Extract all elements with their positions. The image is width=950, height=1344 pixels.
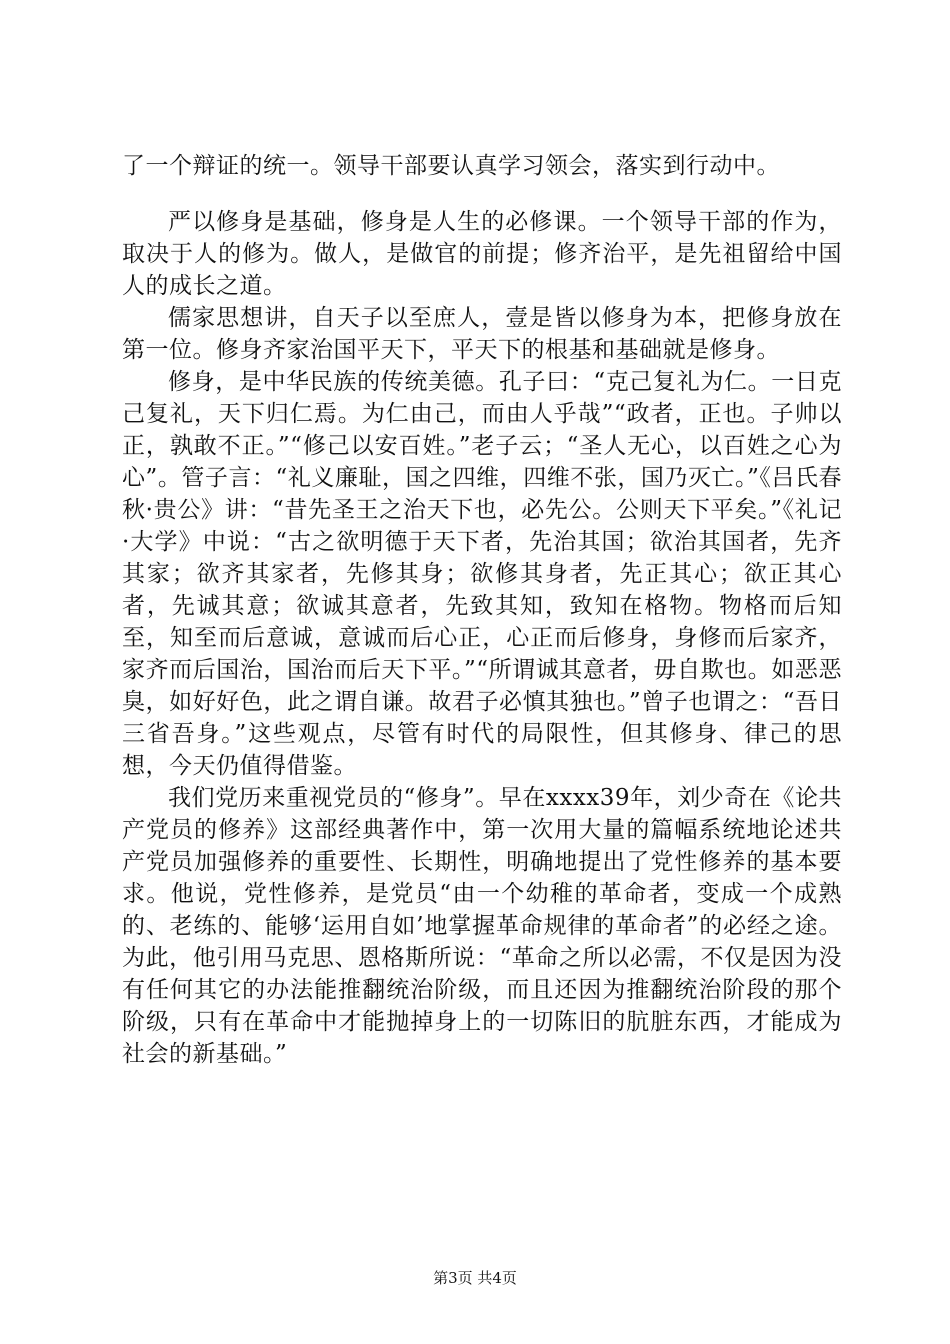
paragraph-party-cultivation: 我们党历来重视党员的“修身”。早在xxxx39年，刘少奇在《论共产党员的修养》这部经典著作中，第一次用大量的篇幅系统地论述共产党员加强修养的重要性、长期性，明确地提出了党性修养的基本要求。他说，党性修养，是党员“由一个幼稚的革命者，变成一个成熟的、老练的、能够‘运用自如’地掌握革命规律的革命者”的必经之途。为此，他引用马克思、恩格斯所说：“革命之所以必需，不仅是因为没有任何其它的办法能推翻统治阶级，而且还因为推翻统治阶段的那个阶级，只有在革命中才能抛掉身上的一切陈旧的肮脏东西，才能成为社会的新基础。” — [122, 785, 842, 1067]
paragraph-self-cultivation-basis: 严以修身是基础，修身是人生的必修课。一个领导干部的作为，取决于人的修为。做人，是做官的前提；修齐治平，是先祖留给中国人的成长之道。 — [122, 209, 842, 299]
paragraph-continuation: 了一个辩证的统一。领导干部要认真学习领会，落实到行动中。 — [122, 153, 780, 179]
paragraph-traditional-virtue: 修身，是中华民族的传统美德。孔子曰：“克己复礼为仁。一日克己复礼，天下归仁焉。为仁由己，而由人乎哉”“政者，正也。子帅以正，孰敢不正。”“修己以安百姓。”老子云；“圣人无心，以百姓之心为心”。管子言：“礼义廉耻，国之四维，四维不张，国乃灭亡。”《吕氏春秋·贵公》讲：“昔先圣王之治天下也，必先公。公则天下平矣。”《礼记·大学》中说：“古之欲明德于天下者，先治其国；欲治其国者，先齐其家；欲齐其家者，先修其身；欲修其身者，先正其心；欲正其心者，先诚其意；欲诚其意者，先致其知，致知在格物。物格而后知至，知至而后意诚，意诚而后心正，心正而后修身，身修而后家齐，家齐而后国治，国治而后天下平。”“所谓诚其意者，毋自欺也。如恶恶臭，如好好色，此之谓自谦。故君子必慎其独也。”曾子也谓之：“吾日三省吾身。”这些观点，尽管有时代的局限性，但其修身、律己的思想，今天仍值得借鉴。 — [122, 369, 842, 779]
paragraph-confucian-thought: 儒家思想讲，自天子以至庶人，壹是皆以修身为本，把修身放在第一位。修身齐家治国平天下，平天下的根基和基础就是修身。 — [122, 305, 842, 363]
document-body — [122, 150, 842, 1070]
page-footer: 第3页 共4页 — [433, 1269, 517, 1287]
